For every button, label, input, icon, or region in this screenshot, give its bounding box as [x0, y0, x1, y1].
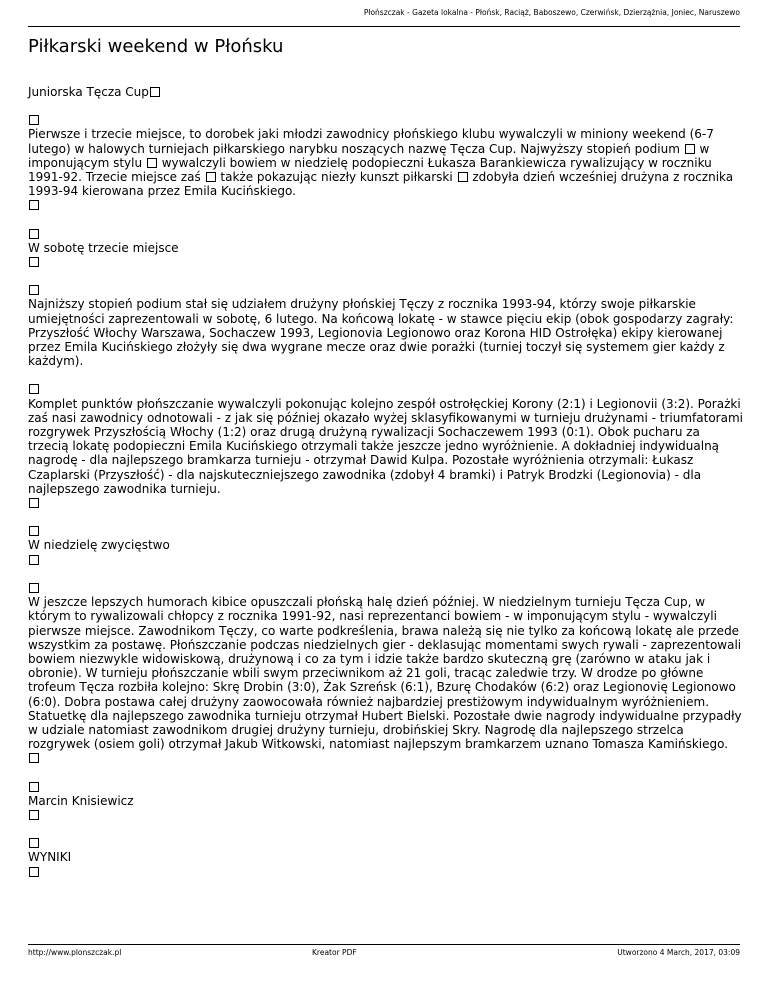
missing-glyph-icon — [458, 172, 468, 182]
missing-glyph-icon — [29, 257, 39, 267]
missing-glyph-icon — [29, 555, 39, 565]
paragraph-saturday-1: Najniższy stopień podium stał się udziałem drużyny płońskiej Tęczy z rocznika 1993-94, którzy swoje piłkarskie umiejętności zaprezentowali w sobotę, 6 lutego. Na końcową lokatę - w stawce pięciu ekip (obok gospodarzy zagrały: Przyszłość Włochy Warszawa, Sochaczew 1993, Legionovia Legionowo oraz Korona HID Ostrołęka) ekipy kierowanej przez Emila Kucińskiego złożyły się dwa wygrane mecze oraz dwie porażki (turniej toczył się systemem gier każdy z każdym). — [28, 283, 743, 368]
missing-glyph-icon — [29, 810, 39, 820]
missing-glyph-icon — [29, 583, 39, 593]
missing-glyph-icon — [29, 229, 39, 239]
author-line — [28, 780, 743, 823]
paragraph-sunday: W jeszcze lepszych humorach kibice opuszczali płońską halę dzień później. W niedzielnym turnieju Tęcza Cup, w którym to rywalizowali chłopcy z rocznika 1991-92, nasi reprezentanci bowiem - w imponującym stylu - wywalczyli pierwsze miejsce. Zawodnikom Tęczy, co warte podkreślenia, brawa należą się nie tylko za końcową lokatę ale przede wszystkim za postawę. Płońszczanie podczas niedzielnych gier - deklasując momentami swych rywali - zaprezentowali bowiem niezwykle widowiskową, drużynową i co za tym i idzie także bardzo skuteczną grę (zarówno w ataku jak i obronie). W turnieju płońszczanie wbili swym przeciwnikom aż 21 goli, tracąc zaledwie trzy. W drodze po główne trofeum Tęcza rozbiła kolejno: Skrę Drobin (3:0), Żak Szreńsk (6:1), Bzurę Chodaków (6:2) oraz Legionovię Legionowo (6:0). Dobra postawa całej drużyny zaowocowała również najbardziej prestiżowym indywidualnym wyróżnieniem. Statuetkę dla najlepszego zawodnika turnieju otrzymał Hubert Bielski. Pozostałe dwie nagrody indywidualne przypadły w udziale natomiast zawodnikom drugiej drużyny turnieju, drobińskiej Skry. Nagrodę dla najlepszego strzelca rozgrywek (osiem goli) otrzymał Jakub Witkowski, natomiast najlepszym bramkarzem uznano Tomasza Kamińskiego. — [28, 581, 743, 766]
footer-generator: Kreator PDF — [312, 948, 357, 957]
missing-glyph-icon — [29, 867, 39, 877]
footer-created-date: Utworzono 4 March, 2017, 03:09 — [617, 948, 740, 957]
missing-glyph-icon — [685, 144, 695, 154]
missing-glyph-icon — [29, 115, 39, 125]
missing-glyph-icon — [29, 285, 39, 295]
paragraph-saturday-2: Komplet punktów płońszczanie wywalczyli pokonując kolejno zespół ostrołęckiej Korony (2:1) i Legionovii (3:2). Porażki zaś nasi zawodnicy odnotowali - z jak się później okazało wyżej sklasyfikowanymi w turnieju drużynami - triumfatorami rozgrywek Przyszłością Włochy (1:2) oraz drugą drużyną rywalizacji Sochaczewem 1993 (0:1). Obok pucharu za trzecią lokatę podopieczni Emila Kucińskiego otrzymali także jeszcze jedno wyróżnienie. A dokładniej indywidualną nagrodę - dla najlepszego bramkarza turnieju - otrzymał Dawid Kulpa. Pozostałe wyróżnienia otrzymali: Łukasz Czaplarski (Przyszłość) - dla najskuteczniejszego zawodnika (zdobył 4 bramki) i Patryk Brodzki (Legionovia) - dla najlepszego zawodnika turnieju. — [28, 382, 743, 510]
missing-glyph-icon — [150, 87, 160, 97]
missing-glyph-icon — [29, 200, 39, 210]
section-heading-sunday: W niedzielę zwycięstwo — [28, 524, 743, 567]
page-header — [28, 6, 740, 27]
section-heading-saturday: W sobotę trzecie miejsce — [28, 227, 743, 270]
missing-glyph-icon — [29, 498, 39, 508]
missing-glyph-icon — [147, 158, 157, 168]
missing-glyph-icon — [29, 782, 39, 792]
missing-glyph-icon — [29, 526, 39, 536]
page-title: Piłkarski weekend w Płońsku — [28, 36, 284, 57]
paragraph-intro: Pierwsze i trzecie miejsce, to dorobek jaki młodzi zawodnicy płońskiego klubu wywalczyli w miniony weekend (6-7 lutego) w halowych turniejach piłkarskiego narybku noszących nazwę Tęcza Cup. Najwyższy stopień podium w imponującym stylu wywalczyli bowiem w niedzielę podopieczni Łukasza Barankiewicza rywalizujący w roczniku 1991-92. Trzecie miejsce zaś także pokazując niezły kunszt piłkarski zdobyła dzień wcześniej drużyna z rocznika 1993-94 kierowana przez Emila Kucińskiego. — [28, 113, 743, 212]
results-heading: WYNIKI — [28, 836, 743, 879]
site-line: Płońszczak - Gazeta lokalna - Płońsk, Raciąż, Baboszewo, Czerwińsk, Dzierzążnia, Joniec, Naruszewo — [363, 8, 740, 17]
missing-glyph-icon — [29, 384, 39, 394]
subtitle-text: Juniorska Tęcza Cup — [28, 85, 149, 99]
missing-glyph-icon — [29, 838, 39, 848]
article-body — [28, 85, 743, 879]
missing-glyph-icon — [29, 753, 39, 763]
article-subtitle — [28, 85, 743, 99]
author-name: Marcin Knisiewicz — [28, 793, 134, 808]
missing-glyph-icon — [206, 172, 216, 182]
page-footer — [28, 944, 740, 957]
footer-url: http://www.plonszczak.pl — [28, 948, 122, 957]
